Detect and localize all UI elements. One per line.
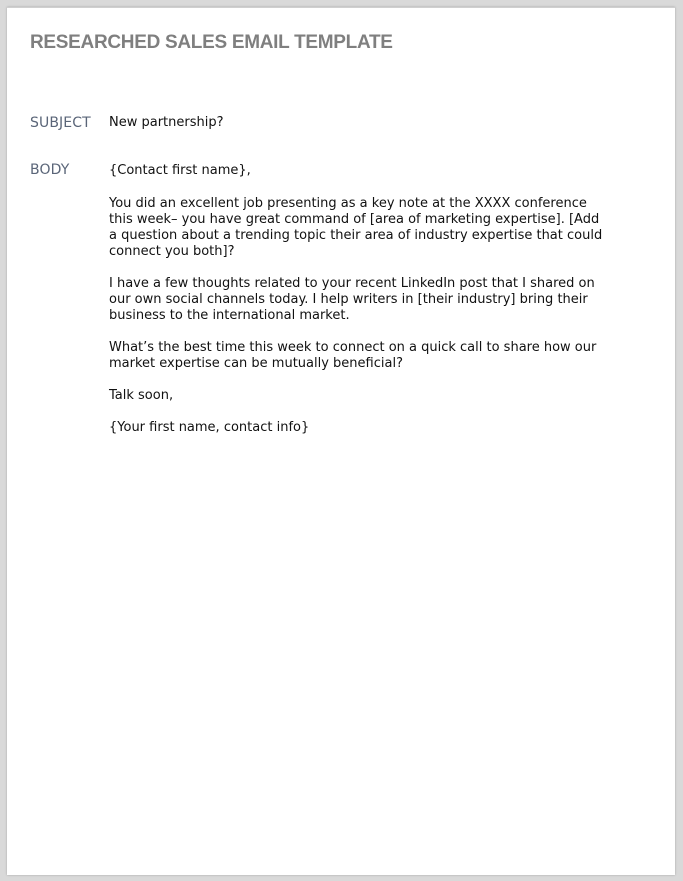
email-body (109, 163, 604, 452)
subject-label: SUBJECT (30, 115, 91, 131)
sign-off-paragraph: Talk soon, (109, 388, 174, 403)
subject-text: New partnership? (109, 115, 224, 130)
document-title: RESEARCHED SALES EMAIL TEMPLATE (30, 32, 393, 53)
document-page (7, 7, 675, 875)
body-paragraph: I have a few thoughts related to your recent LinkedIn post that I shared on our own social channels today. I help writers in [their industry] bring their business to the international market. (109, 276, 595, 323)
signature-paragraph: {Your first name, contact info} (109, 420, 310, 435)
body-paragraph: You did an excellent job presenting as a key note at the XXXX conference this week– you have great command of [area of marketing expertise]. [Add a question about a trending topic their area of industry expertise that could connect you both]? (109, 196, 603, 259)
body-label: BODY (30, 162, 70, 178)
greeting-paragraph: {Contact first name}, (109, 163, 251, 178)
body-paragraph: What’s the best time this week to connect on a quick call to share how our market expertise can be mutually beneficial? (109, 340, 597, 371)
